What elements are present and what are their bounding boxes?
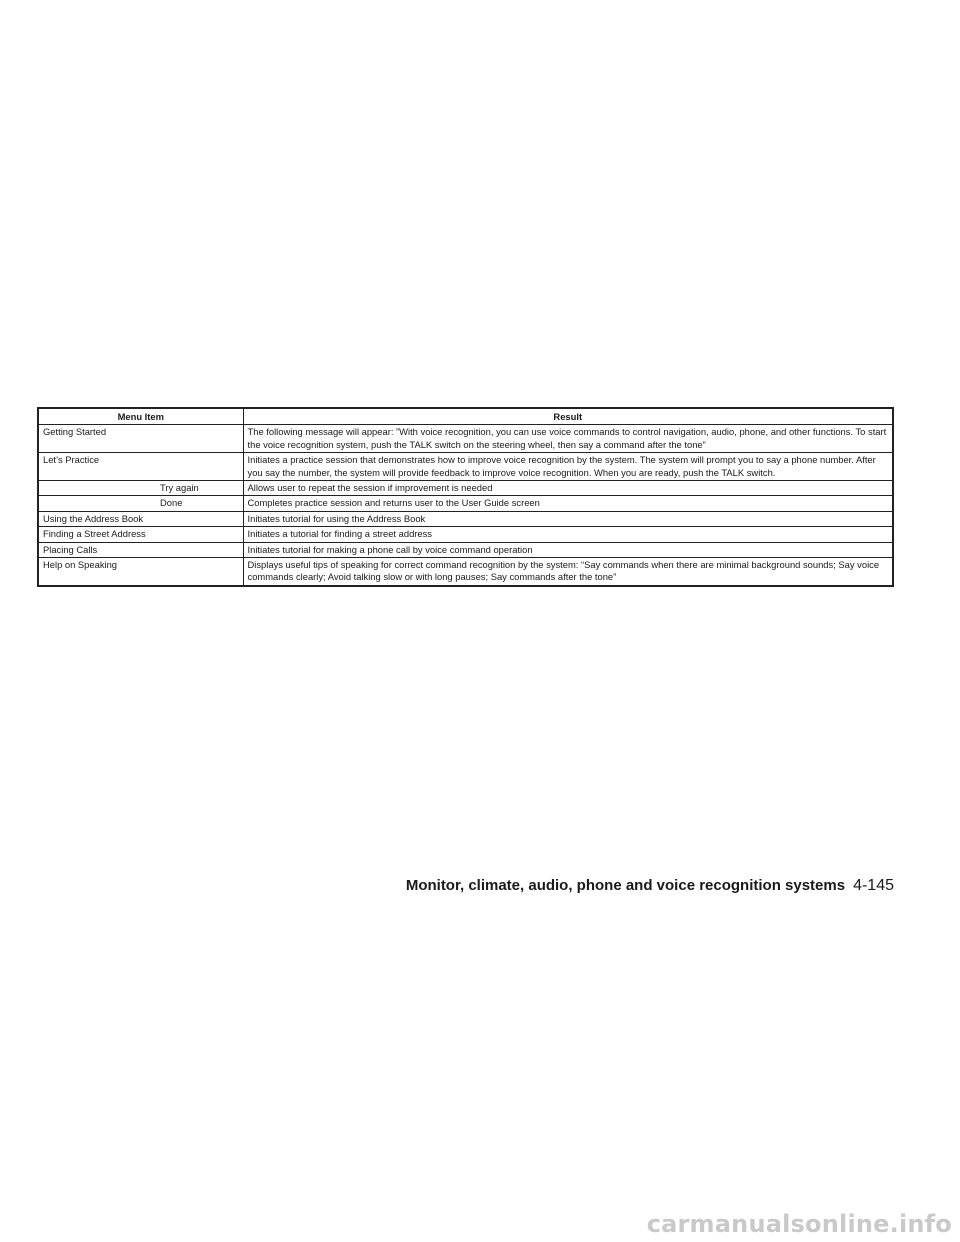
result-cell: Initiates tutorial for making a phone call by voice command operation: [243, 542, 893, 557]
page-number: 4-145: [853, 877, 894, 894]
table-header-row: [38, 408, 893, 425]
menu-item-cell: Let’s Practice: [38, 453, 243, 481]
menu-item-cell: Using the Address Book: [38, 511, 243, 526]
menu-item-cell: Getting Started: [38, 425, 243, 453]
table-row: [38, 511, 893, 526]
result-cell: Initiates tutorial for using the Address Book: [243, 511, 893, 526]
result-cell: Initiates a practice session that demonstrates how to improve voice recognition by the system. The system will prompt you to say a phone number. After you say the number, the system will provide feedback to improve voice recognition. When you are ready, push the TALK switch.: [243, 453, 893, 481]
result-cell: Allows user to repeat the session if improvement is needed: [243, 481, 893, 496]
menu-item-cell: Finding a Street Address: [38, 527, 243, 542]
table-row: [38, 527, 893, 542]
sub-menu-item-cell: Try again: [156, 481, 243, 496]
page-footer: [406, 877, 894, 895]
footer-section-title: Monitor, climate, audio, phone and voice recognition systems: [405, 877, 846, 894]
table-row: [38, 481, 893, 496]
menu-item-column-header: Menu Item: [38, 408, 243, 425]
menu-result-table: [37, 407, 894, 587]
result-cell: Displays useful tips of speaking for correct command recognition by the system: “Say commands when there are minimal background sounds; Say voice commands clearly; Avoid talking slow or with long pauses; Say commands after the tone”: [243, 558, 893, 586]
menu-item-cell: Help on Speaking: [38, 558, 243, 586]
menu-item-cell: Placing Calls: [38, 542, 243, 557]
table-row: [38, 425, 893, 453]
result-cell: Initiates a tutorial for finding a street address: [243, 527, 893, 542]
result-cell: The following message will appear: ”With voice recognition, you can use voice commands to control navigation, audio, phone, and other functions. To start the voice recognition system, push the TALK switch on the steering wheel, then say a command after the tone”: [243, 425, 893, 453]
table-row: [38, 558, 893, 586]
table-row: [38, 453, 893, 481]
site-watermark: carmanualsonline.info: [646, 1210, 952, 1238]
result-column-header: Result: [243, 408, 893, 425]
table-row: [38, 496, 893, 511]
result-cell: Completes practice session and returns user to the User Guide screen: [243, 496, 893, 511]
table-row: [38, 542, 893, 557]
sub-menu-item-cell: Done: [156, 496, 243, 511]
empty-cell: [38, 496, 156, 511]
empty-cell: [38, 481, 156, 496]
